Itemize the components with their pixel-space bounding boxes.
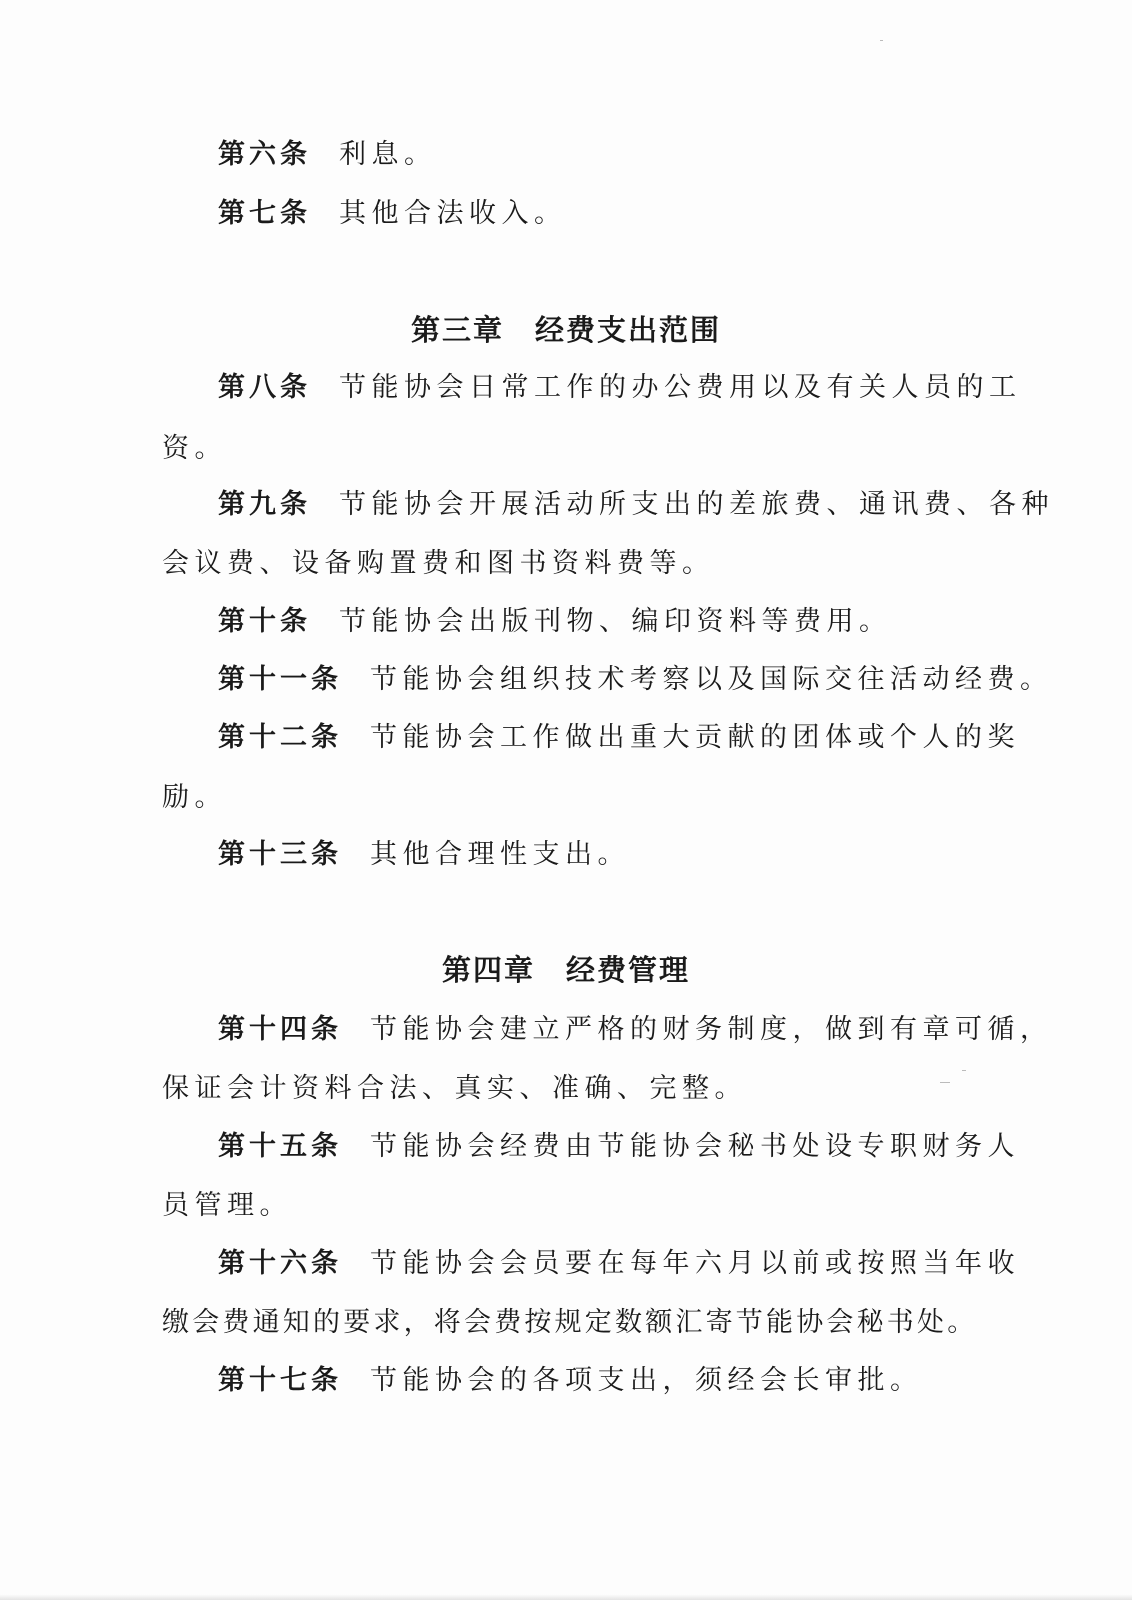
- scan-speck: [940, 1082, 950, 1083]
- article-number: 第六条: [218, 139, 311, 170]
- article-text: 节能协会出版刊物、编印资料等费用。: [339, 606, 892, 637]
- article-number: 第十二条: [218, 722, 342, 753]
- scan-speck: [880, 40, 883, 41]
- article-text: 节能协会日常工作的办公费用以及有关人员的工: [339, 372, 1022, 403]
- article-text: 节能协会会员要在每年六月以前或按照当年收: [370, 1248, 1020, 1279]
- article-9-line-2: 会议费、设备购置费和图书资料费等。: [162, 548, 715, 579]
- article-number: 第七条: [218, 198, 311, 229]
- article-9-line-1: [218, 487, 1054, 523]
- article-6: [218, 137, 437, 173]
- article-number: 第十条: [218, 606, 311, 637]
- article-text: 节能协会的各项支出，须经会长审批。: [370, 1365, 923, 1396]
- article-8-line-1: [218, 370, 1022, 406]
- article-16-line-2: 缴会费通知的要求，将会费按规定数额汇寄节能协会秘书处。: [162, 1307, 978, 1338]
- article-number: 第八条: [218, 372, 311, 403]
- article-text: 节能协会开展活动所支出的差旅费、通讯费、各种: [339, 489, 1054, 520]
- article-13: [218, 837, 630, 873]
- article-text: 其他合理性支出。: [370, 839, 630, 870]
- article-number: 第十五条: [218, 1131, 342, 1162]
- article-14-line-2: 保证会计资料合法、真实、准确、完整。: [162, 1073, 747, 1104]
- article-text: 节能协会建立严格的财务制度，做到有章可循，: [370, 1014, 1053, 1045]
- article-17: [218, 1363, 923, 1399]
- article-text: 节能协会组织技术考察以及国际交往活动经费。: [370, 664, 1053, 695]
- article-number: 第十七条: [218, 1365, 342, 1396]
- article-number: 第十三条: [218, 839, 342, 870]
- article-number: 第十一条: [218, 664, 342, 695]
- scan-edge: [0, 1594, 1132, 1600]
- article-14-line-1: [218, 1012, 1053, 1048]
- chapter-3-heading: 第三章 经费支出范围: [410, 313, 721, 347]
- article-10: [218, 604, 892, 640]
- article-15-line-1: [218, 1129, 1020, 1165]
- article-number: 第九条: [218, 489, 311, 520]
- article-number: 第十四条: [218, 1014, 342, 1045]
- chapter-4-heading: 第四章 经费管理: [441, 953, 690, 987]
- scan-speck: [962, 1070, 966, 1071]
- article-number: 第十六条: [218, 1248, 342, 1279]
- article-15-line-2: 员管理。: [162, 1190, 292, 1221]
- article-text: 其他合法收入。: [339, 198, 567, 229]
- article-8-line-2: 资。: [162, 433, 227, 464]
- article-12-line-1: [218, 720, 1020, 756]
- article-text: 节能协会工作做出重大贡献的团体或个人的奖: [370, 722, 1020, 753]
- article-text: 节能协会经费由节能协会秘书处设专职财务人: [370, 1131, 1020, 1162]
- article-16-line-1: [218, 1246, 1020, 1282]
- article-11: [218, 662, 1053, 698]
- article-7: [218, 196, 567, 232]
- article-text: 利息。: [339, 139, 437, 170]
- article-12-line-2: 励。: [162, 782, 227, 813]
